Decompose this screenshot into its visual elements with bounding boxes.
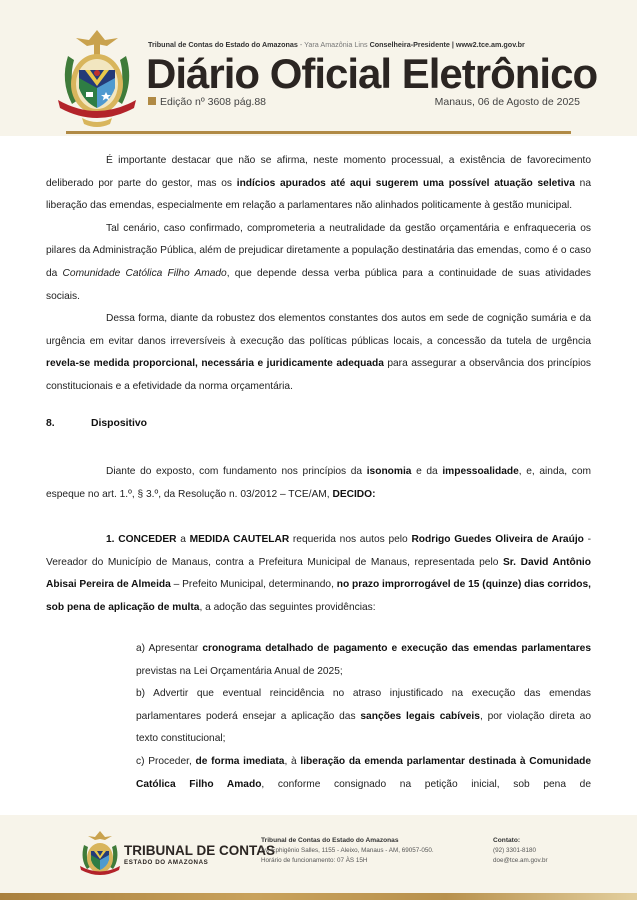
bold-text: DECIDO: (332, 488, 376, 500)
footer-brand-title: TRIBUNAL DE CONTAS (124, 843, 275, 858)
bold-text: sanções legais cabíveis (360, 710, 480, 722)
paragraph-1 (46, 150, 591, 218)
footer-hours: Horário de funcionamento: 07 ÀS 15H (261, 857, 368, 864)
text: para assegurar a observância dos princípios constitucionais e a efetividade da norma orçamentária. (46, 358, 591, 392)
text: , que depende dessa verba pública para a continuidade de suas atividades sociais. (46, 267, 592, 302)
text: b) Advertir que eventual reincidência no atraso injustificado na execução das emendas parlamentares poderá ensejar a aplicação das (136, 688, 591, 722)
paragraph-3 (46, 308, 591, 398)
bold-text: no prazo improrrogável de 15 (quinze) dias corridos, sob pena de aplicação de multa (46, 579, 592, 613)
section-title: Dispositivo (91, 418, 148, 429)
document-body (46, 150, 591, 399)
text: – Prefeito Municipal, determinando, (170, 579, 337, 591)
bold-text: revela-se medida proporcional, necessária e juridicamente adequada (46, 358, 384, 370)
bold-text: liberação da emenda parlamentar destinada à Comunidade Católica Filho Amado (136, 755, 591, 790)
text: na liberação das emendas, especialmente em relação a parlamentares não alinhados politicamente à gestão municipal. (46, 177, 591, 212)
text: Tal cenário, caso confirmado, comprometeria a neutralidade da gestão orçamentária e enfraqueceria os pilares da Administração Pública, além de prejudicar diretamente a população destinatária das emendas, como é o caso da (46, 222, 591, 279)
text: a) Apresentar (136, 643, 203, 654)
header-website: www2.tce.am.gov.br (455, 40, 525, 49)
paragraph-4 (46, 461, 591, 506)
header-divider (66, 131, 571, 134)
edition-info (148, 96, 266, 108)
bold-text: cronograma detalhado de pagamento e execução das emendas parlamentares (202, 643, 591, 654)
footer-brand-subtitle: ESTADO DO AMAZONAS (124, 859, 209, 866)
footer-address-line: Av. Ephigênio Salles, 1155 - Aleixo, Manaus - AM, 69057-050. (261, 847, 434, 854)
footer-address-title: Tribunal de Contas do Estado do Amazonas (261, 837, 399, 844)
text: , por violação direta ao texto constitucional; (136, 710, 592, 745)
bold-text: 1. CONCEDER (106, 534, 177, 545)
footer-address (261, 836, 434, 866)
tce-footer-logo (78, 829, 122, 881)
bold-text: Sr. David Antônio Abisai Pereira de Almeida (46, 556, 591, 591)
page-title: Diário Oficial Eletrônico (146, 50, 598, 97)
text: e da (411, 466, 443, 477)
bold-text: Rodrigo Guedes Oliveira de Araújo (411, 534, 584, 545)
page-footer (0, 815, 637, 893)
header-president-name: Yara Amazônia Lins (304, 40, 368, 49)
paragraph-2 (46, 218, 591, 308)
header-pipe: | (449, 40, 456, 49)
footer-gold-strip (0, 893, 637, 900)
edition-square-icon (148, 97, 156, 105)
footer-email[interactable]: doe@tce.am.gov.br (493, 857, 548, 864)
text: requerida nos autos pelo (289, 534, 412, 545)
text: Diante do exposto, com fundamento nos princípios da (106, 466, 367, 477)
section-heading (46, 418, 147, 429)
text: a (176, 534, 190, 545)
provision-c (136, 751, 591, 796)
header-separator: - (297, 40, 305, 49)
header-org-name: Tribunal de Contas do Estado do Amazonas (148, 40, 298, 49)
decision-intro (46, 461, 591, 506)
provisions-list (136, 638, 591, 796)
footer-contact (493, 836, 548, 866)
bold-text: impessoalidade (442, 466, 519, 477)
edition-text: Edição nº 3608 pág.88 (160, 96, 267, 108)
text: Dessa forma, diante da robustez dos elementos constantes dos autos em sede de cognição sumária e da urgência em evitar danos irreversíveis à execução das políticas públicas locais, a concessão da tutela de urgência (46, 313, 591, 347)
publication-date: Manaus, 06 de Agosto de 2025 (434, 96, 580, 108)
footer-brand (124, 843, 275, 866)
paragraph-5 (46, 529, 591, 619)
text: , conforme consignado na petição inicial, sob pena de (261, 778, 591, 790)
text: previstas na Lei Orçamentária Anual de 2025; (136, 665, 343, 677)
italic-text: Comunidade Católica Filho Amado (62, 267, 227, 279)
text: É importante destacar que não se afirma, neste momento processual, a existência de favorecimento deliberado por parte do gestor, mas os (46, 155, 591, 189)
page-header (0, 0, 637, 136)
text: , e, ainda, com espeque no art. 1.º, § 3.º, da Resolução n. 03/2012 – TCE/AM, (46, 466, 591, 500)
bold-text: isonomia (366, 466, 412, 477)
decision-item-1 (46, 529, 591, 619)
header-president-title: Conselheira-Presidente (369, 40, 450, 49)
bold-text: MEDIDA CAUTELAR (189, 534, 290, 545)
text: , à (284, 755, 301, 767)
provision-a (136, 638, 591, 683)
provision-b (136, 683, 591, 751)
footer-phone: (92) 3301-8180 (493, 847, 537, 854)
section-number: 8. (46, 418, 55, 429)
text: - Vereador do Município de Manaus, contra a Prefeitura Municipal de Manaus, representada pelo (46, 534, 591, 568)
footer-contact-title: Contato: (493, 837, 521, 844)
text: , a adoção das seguintes providências: (199, 601, 376, 613)
bold-text: indícios apurados até aqui sugerem uma possível atuação seletiva (236, 177, 575, 189)
tce-coat-of-arms-logo (54, 26, 140, 130)
bold-text: de forma imediata (195, 755, 285, 767)
text: c) Proceder, (136, 755, 196, 767)
